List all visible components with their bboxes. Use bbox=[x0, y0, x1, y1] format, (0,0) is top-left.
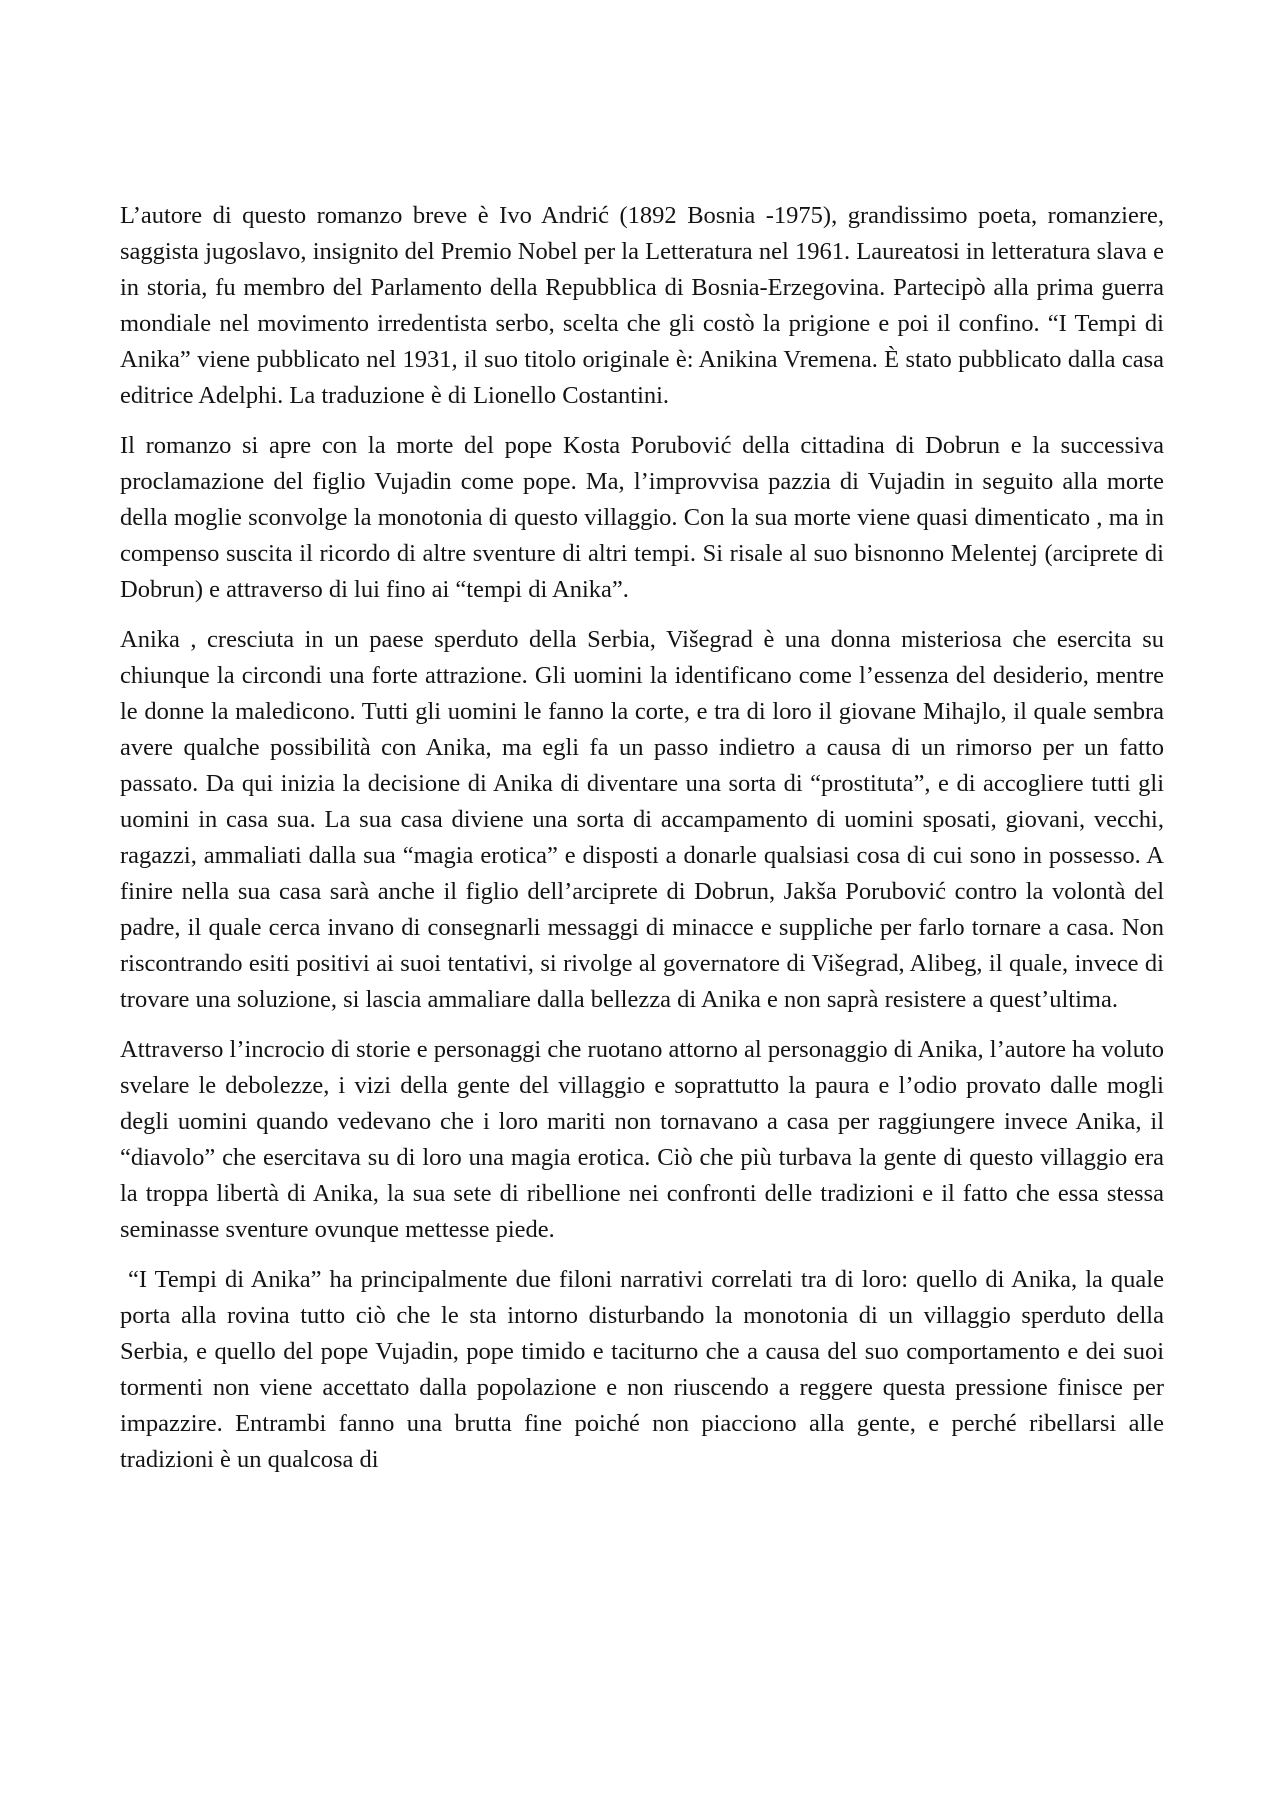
paragraph-plot-opening: Il romanzo si apre con la morte del pope Kosta Porubović della cittadina di Dobrun e la successiva proclamazione del figlio Vujadin come pope. Ma, l’improvvisa pazzia di Vujadin in seguito alla morte della moglie sconvolge la monotonia di questo villaggio. Con la sua morte viene quasi dimenticato , ma in compenso suscita il ricordo di altre sventure di altri tempi. Si risale al suo bisnonno Melentej (arciprete di Dobrun) e attraverso di lui fino ai “tempi di Anika”. bbox=[120, 432, 1164, 603]
paragraph-anika: Anika , cresciuta in un paese sperduto della Serbia, Višegrad è una donna misteriosa che esercita su chiunque la circondi una forte attrazione. Gli uomini la identificano come l’essenza del desiderio, mentre le donne la maledicono. Tutti gli uomini le fanno la corte, e tra di loro il giovane Mihajlo, il quale sembra avere qualche possibilità con Anika, ma egli fa un passo indietro a causa di un rimorso per un fatto passato. Da qui inizia la decisione di Anika di diventare una sorta di “prostituta”, e di accogliere tutti gli uomini in casa sua. La sua casa diviene una sorta di accampamento di uomini sposati, giovani, vecchi, ragazzi, ammaliati dalla sua “magia erotica” e disposti a donarle qualsiasi cosa di cui sono in possesso. A finire nella sua casa sarà anche il figlio dell’arciprete di Dobrun, Jakša Porubović contro la volontà del padre, il quale cerca invano di consegnarli messaggi di minacce e suppliche per farlo tornare a casa. Non riscontrando esiti positivi ai suoi tentativi, si rivolge al governatore di Višegrad, Alibeg, il quale, invece di trovare una soluzione, si lascia ammaliare dalla bellezza di Anika e non saprà resistere a quest’ultima. bbox=[120, 626, 1164, 1013]
paragraph-themes: Attraverso l’incrocio di storie e personaggi che ruotano attorno al personaggio di Anika, l’autore ha voluto svelare le debolezze, i vizi della gente del villaggio e soprattutto la paura e l’odio provato dalle mogli degli uomini quando vedevano che i loro mariti non tornavano a casa per raggiungere invece Anika, il “diavolo” che esercitava su di loro una magia erotica. Ciò che più turbava la gente di questo villaggio era la troppa libertà di Anika, la sua sete di ribellione nei confronti delle tradizioni e il fatto che essa stessa seminasse sventure ovunque mettesse piede. bbox=[120, 1036, 1164, 1243]
paragraph-narrative-threads: “I Tempi di Anika” ha principalmente due filoni narrativi correlati tra di loro: quello di Anika, la quale porta alla rovina tutto ciò che le sta intorno disturbando la monotonia di un villaggio sperduto della Serbia, e quello del pope Vujadin, pope timido e taciturno che a causa del suo comportamento e dei suoi tormenti non viene accettato dalla popolazione e non riuscendo a reggere questa pressione finisce per impazzire. Entrambi fanno una brutta fine poiché non piacciono alla gente, e perché ribellarsi alle tradizioni è un qualcosa di bbox=[120, 1266, 1171, 1473]
paragraph-author-intro: L’autore di questo romanzo breve è Ivo Andrić (1892 Bosnia -1975), grandissimo poeta, romanziere, saggista jugoslavo, insignito del Premio Nobel per la Letteratura nel 1961. Laureatosi in letteratura slava e in storia, fu membro del Parlamento della Repubblica di Bosnia-Erzegovina. Partecipò alla prima guerra mondiale nel movimento irredentista serbo, scelta che gli costò la prigione e poi il confino. “I Tempi di Anika” viene pubblicato nel 1931, il suo titolo originale è: Anikina Vremena. È stato pubblicato dalla casa editrice Adelphi. La traduzione è di Lionello Costantini. bbox=[120, 202, 1164, 409]
document-body bbox=[120, 198, 1171, 1492]
